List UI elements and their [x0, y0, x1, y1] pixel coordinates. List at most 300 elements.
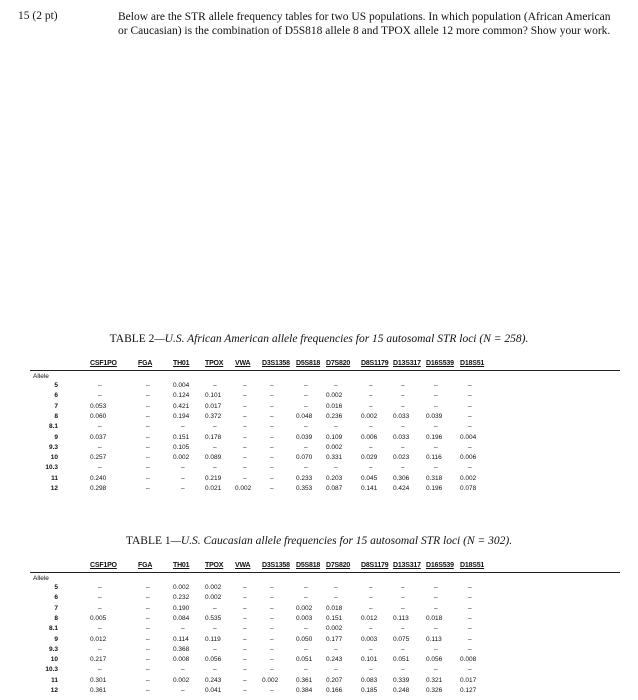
table-cell: –	[434, 464, 438, 472]
table-cell: –	[401, 443, 405, 451]
table-cell: 0.236	[326, 412, 343, 420]
table-cell: –	[213, 382, 217, 389]
table-cell: –	[304, 423, 308, 431]
table-cell: 0.018	[326, 604, 343, 612]
table-cell: –	[304, 464, 308, 472]
table-row	[0, 464, 638, 473]
table-cell: 0.326	[426, 687, 443, 694]
table-cell: –	[146, 392, 150, 400]
table-cell: –	[468, 604, 472, 612]
table-cell: 0.051	[296, 656, 313, 664]
column-header: D18S51	[460, 562, 485, 569]
table-cell: 0.109	[326, 433, 343, 441]
table-cell: –	[434, 443, 438, 451]
table-row	[0, 454, 638, 463]
table-cell: –	[243, 604, 247, 612]
table-cell: 0.114	[173, 635, 189, 643]
table-cell: 0.002	[326, 625, 343, 633]
table-cell: –	[468, 584, 472, 591]
table-cell: –	[369, 584, 373, 591]
table-cell: 0.185	[361, 687, 378, 694]
table-cell: –	[243, 645, 247, 653]
allele-label: 7	[54, 402, 58, 410]
column-header: D7S820	[326, 360, 351, 367]
allele-label: 9.3	[48, 443, 58, 451]
table-cell: 0.053	[90, 402, 107, 410]
column-header: D13S317	[393, 360, 421, 367]
table-cell: 0.151	[326, 614, 343, 622]
table-cell: –	[146, 474, 150, 482]
allele-label: 10	[50, 454, 58, 462]
table-cell: –	[243, 656, 247, 664]
table-cell: 0.012	[361, 614, 378, 622]
table-cell: –	[98, 392, 102, 400]
table-cell: –	[243, 412, 247, 420]
allele-label: 10.3	[45, 464, 58, 472]
column-header: TH01	[173, 360, 190, 367]
table-cell: –	[270, 412, 274, 420]
table-cell: –	[334, 423, 338, 431]
table-cell: –	[369, 443, 373, 451]
table-cell: –	[243, 392, 247, 400]
table-cell: –	[98, 594, 102, 602]
table-cell: 0.368	[173, 645, 190, 653]
table-cell: 0.087	[326, 485, 343, 492]
table-cell: 0.033	[393, 412, 410, 420]
table-cell: –	[468, 625, 472, 633]
table-row	[0, 444, 638, 453]
table-cell: –	[369, 464, 373, 472]
table-cell: 0.151	[173, 433, 190, 441]
allele-label: 7	[54, 604, 58, 612]
table-row	[0, 666, 638, 675]
table-cell: –	[213, 604, 217, 612]
table-cell: –	[270, 392, 274, 400]
table-cell: –	[146, 402, 150, 410]
table-cell: 0.003	[296, 614, 313, 622]
table-cell: 0.321	[426, 676, 443, 684]
table-cell: –	[369, 382, 373, 389]
table-cell: –	[334, 645, 338, 653]
table-cell: 0.535	[205, 614, 222, 622]
table1-label: TABLE 1	[125, 535, 171, 547]
table-cell: –	[146, 423, 150, 431]
table-cell: 0.119	[205, 635, 221, 643]
column-header: D5S818	[296, 562, 321, 569]
table-cell: –	[270, 423, 274, 431]
question-number: 15 (2 pt)	[18, 10, 58, 22]
table-cell: –	[270, 625, 274, 633]
table-row	[0, 434, 638, 443]
table-cell: –	[146, 656, 150, 664]
table-cell: 0.017	[205, 402, 222, 410]
column-header: FGA	[138, 360, 153, 367]
allele-label: 6	[54, 392, 58, 400]
table-cell: –	[434, 423, 438, 431]
table-cell: –	[468, 614, 472, 622]
table-cell: –	[369, 423, 373, 431]
table-row	[0, 677, 638, 686]
table-cell: 0.016	[326, 402, 343, 410]
table-cell: –	[401, 382, 405, 389]
table-cell: 0.075	[393, 635, 410, 643]
table-cell: –	[181, 464, 185, 472]
allele-label: 8	[54, 412, 58, 420]
table-cell: –	[369, 402, 373, 410]
table-cell: –	[434, 392, 438, 400]
table-row	[0, 392, 638, 401]
table-cell: –	[181, 687, 185, 694]
table-cell: –	[304, 443, 308, 451]
table-cell: 0.084	[173, 614, 190, 622]
table-cell: –	[334, 382, 338, 389]
table-cell: 0.243	[326, 656, 343, 664]
table-cell: –	[270, 584, 274, 591]
table-cell: –	[401, 604, 405, 612]
table-cell: –	[146, 433, 150, 441]
table-cell: –	[468, 666, 472, 674]
table-cell: 0.023	[393, 454, 410, 462]
table-cell: –	[468, 464, 472, 472]
table-cell: 0.050	[296, 635, 313, 643]
table-cell: 0.219	[205, 474, 222, 482]
table-cell: 0.127	[460, 687, 477, 694]
table-cell: 0.048	[296, 412, 313, 420]
table-cell: 0.002	[235, 485, 252, 492]
table-cell: –	[146, 625, 150, 633]
table-cell: –	[146, 604, 150, 612]
table-row	[0, 646, 638, 655]
table-cell: –	[270, 443, 274, 451]
table-cell: 0.113	[426, 635, 442, 643]
table-cell: –	[243, 687, 247, 694]
table-cell: –	[401, 464, 405, 472]
allele-header: Allele	[33, 373, 49, 380]
table-cell: –	[434, 604, 438, 612]
table-cell: –	[243, 635, 247, 643]
table-cell: –	[243, 584, 247, 591]
table-cell: 0.005	[90, 614, 107, 622]
table-cell: –	[369, 604, 373, 612]
table-cell: 0.257	[90, 454, 107, 462]
table-cell: –	[243, 676, 247, 684]
table-cell: –	[146, 635, 150, 643]
allele-label: 9.3	[48, 645, 58, 653]
table-cell: –	[468, 635, 472, 643]
table-cell: –	[98, 382, 102, 389]
table-row	[0, 615, 638, 624]
table-cell: 0.045	[361, 474, 378, 482]
table-cell: –	[401, 594, 405, 602]
table-row	[0, 656, 638, 665]
table-cell: –	[270, 454, 274, 462]
table-cell: –	[146, 676, 150, 684]
table-cell: –	[243, 402, 247, 410]
table-cell: 0.006	[460, 454, 477, 462]
table-cell: 0.243	[205, 676, 222, 684]
table-cell: 0.101	[205, 392, 222, 400]
allele-label: 12	[50, 485, 58, 492]
table-cell: –	[434, 645, 438, 653]
table-cell: 0.101	[361, 656, 378, 664]
allele-label: 9	[54, 433, 58, 441]
table-cell: –	[270, 382, 274, 389]
table-cell: 0.116	[426, 454, 442, 462]
table-cell: 0.017	[460, 676, 477, 684]
table-cell: 0.113	[393, 614, 409, 622]
table-cell: –	[98, 604, 102, 612]
table-cell: –	[369, 645, 373, 653]
table-cell: –	[304, 402, 308, 410]
table-cell: 0.083	[361, 676, 378, 684]
table-cell: 0.003	[361, 635, 378, 643]
table-cell: –	[146, 594, 150, 602]
table-cell: 0.166	[326, 687, 343, 694]
table-cell: –	[468, 645, 472, 653]
table-cell: –	[401, 625, 405, 633]
table-cell: 0.002	[460, 474, 477, 482]
table-cell: –	[213, 423, 217, 431]
column-header: D16S539	[426, 562, 454, 569]
allele-label: 6	[54, 594, 58, 602]
table-cell: –	[401, 392, 405, 400]
column-header: TH01	[173, 562, 190, 569]
table-row	[0, 594, 638, 603]
table-cell: –	[434, 584, 438, 591]
table-cell: –	[270, 604, 274, 612]
table-cell: 0.105	[173, 443, 190, 451]
table-cell: –	[213, 443, 217, 451]
table-cell: –	[468, 402, 472, 410]
table-cell: –	[468, 423, 472, 431]
table-cell: –	[146, 464, 150, 472]
table-cell: –	[270, 433, 274, 441]
table-cell: –	[270, 594, 274, 602]
table-cell: –	[434, 625, 438, 633]
table-cell: 0.331	[326, 454, 343, 462]
table-cell: –	[434, 402, 438, 410]
table-cell: –	[468, 382, 472, 389]
table-cell: –	[369, 392, 373, 400]
table-row	[0, 687, 638, 696]
table-cell: 0.233	[296, 474, 313, 482]
allele-label: 10	[50, 656, 58, 664]
column-header: D13S317	[393, 562, 421, 569]
table-cell: 0.318	[426, 474, 443, 482]
table-cell: 0.361	[296, 676, 313, 684]
table-cell: –	[369, 594, 373, 602]
table-cell: –	[243, 464, 247, 472]
allele-label: 5	[54, 584, 58, 591]
table-cell: –	[146, 645, 150, 653]
table-cell: 0.037	[90, 433, 107, 441]
table-cell: –	[401, 645, 405, 653]
table-cell: 0.002	[361, 412, 378, 420]
table-cell: 0.217	[90, 656, 107, 664]
table-cell: 0.039	[426, 412, 443, 420]
header-rule	[30, 370, 620, 371]
table-cell: 0.070	[296, 454, 313, 462]
table-cell: 0.012	[90, 635, 107, 643]
table-cell: –	[243, 433, 247, 441]
table-cell: 0.006	[361, 433, 378, 441]
table-cell: 0.018	[426, 614, 443, 622]
table-row	[0, 475, 638, 484]
table-cell: 0.248	[393, 687, 410, 694]
table-cell: 0.141	[361, 485, 378, 492]
table-row	[0, 605, 638, 614]
table-cell: 0.089	[205, 454, 222, 462]
table-cell: 0.240	[90, 474, 107, 482]
table-cell: 0.060	[90, 412, 107, 420]
table-cell: –	[434, 666, 438, 674]
table-cell: –	[98, 584, 102, 591]
table-row	[0, 636, 638, 645]
table-cell: –	[146, 443, 150, 451]
allele-label: 11	[51, 474, 58, 482]
table-cell: 0.361	[90, 687, 107, 694]
table-cell: 0.002	[173, 676, 190, 684]
allele-label: 8.1	[48, 423, 58, 431]
table-cell: –	[270, 656, 274, 664]
table-cell: –	[243, 594, 247, 602]
table-cell: 0.384	[296, 687, 313, 694]
table-cell: –	[213, 645, 217, 653]
table-cell: –	[146, 412, 150, 420]
table-cell: –	[270, 666, 274, 674]
table-cell: –	[98, 666, 102, 674]
column-header: D8S1179	[361, 562, 389, 569]
table-cell: –	[181, 423, 185, 431]
table-cell: –	[270, 464, 274, 472]
table-cell: –	[304, 594, 308, 602]
table-cell: 0.056	[426, 656, 443, 664]
table-cell: 0.004	[173, 382, 190, 389]
table-cell: –	[434, 382, 438, 389]
table-cell: –	[270, 485, 274, 492]
table1-title: TABLE 1—U.S. Caucasian allele frequencies for 15 autosomal STR loci (N = 302).	[125, 535, 513, 547]
table-row	[0, 403, 638, 412]
allele-label: 5	[54, 382, 58, 389]
table-cell: –	[98, 423, 102, 431]
column-header: D7S820	[326, 562, 351, 569]
table-cell: –	[243, 625, 247, 633]
allele-label: 8	[54, 614, 58, 622]
table-row	[0, 382, 638, 391]
table-cell: 0.002	[262, 676, 279, 684]
table-cell: –	[334, 666, 338, 674]
header-rule	[30, 572, 620, 573]
allele-label: 10.3	[45, 666, 58, 674]
table-cell: –	[369, 666, 373, 674]
table-cell: 0.002	[326, 392, 343, 400]
table-cell: –	[304, 625, 308, 633]
table-cell: 0.194	[173, 412, 190, 420]
column-header: D3S1358	[262, 562, 290, 569]
column-header: VWA	[235, 562, 251, 569]
table-cell: –	[213, 666, 217, 674]
table-cell: –	[146, 382, 150, 389]
table-cell: –	[334, 584, 338, 591]
table-cell: 0.196	[426, 485, 443, 492]
table-cell: 0.002	[326, 443, 343, 451]
table-cell: 0.232	[173, 594, 190, 602]
table-cell: –	[98, 625, 102, 633]
table-cell: 0.339	[393, 676, 410, 684]
table-cell: –	[270, 687, 274, 694]
table-cell: 0.306	[393, 474, 410, 482]
table-cell: –	[304, 392, 308, 400]
table-cell: 0.029	[361, 454, 378, 462]
table-cell: –	[243, 454, 247, 462]
table-cell: 0.008	[173, 656, 190, 664]
column-header: D18S51	[460, 360, 485, 367]
table-cell: –	[468, 594, 472, 602]
allele-header: Allele	[33, 575, 49, 582]
allele-label: 9	[54, 635, 58, 643]
table-row	[0, 413, 638, 422]
table-cell: 0.002	[296, 604, 313, 612]
table-cell: 0.124	[173, 392, 190, 400]
table-cell: –	[146, 454, 150, 462]
allele-label: 12	[50, 687, 58, 694]
table-cell: 0.008	[460, 656, 477, 664]
table-cell: –	[468, 392, 472, 400]
column-header: TPOX	[205, 562, 224, 569]
question-text: Below are the STR allele frequency tables for two US populations. In which population (African American or Caucasian) is the combination of D5S818 allele 8 and TPOX allele 12 more common? Show your work.	[118, 11, 611, 37]
table-row	[0, 584, 638, 593]
table-cell: –	[181, 474, 185, 482]
table-cell: 0.196	[426, 433, 443, 441]
column-header: D3S1358	[262, 360, 290, 367]
table-cell: –	[401, 402, 405, 410]
table2-title-text: U.S. African American allele frequencies for 15 autosomal STR loci (N = 258).	[164, 333, 529, 345]
table-row	[0, 423, 638, 432]
table-cell: –	[243, 614, 247, 622]
table-cell: –	[243, 382, 247, 389]
table-cell: –	[146, 687, 150, 694]
table-row	[0, 625, 638, 634]
column-header: VWA	[235, 360, 251, 367]
table-cell: –	[270, 402, 274, 410]
table-cell: 0.190	[173, 604, 190, 612]
table-cell: –	[98, 645, 102, 653]
table-cell: –	[434, 594, 438, 602]
table-cell: –	[213, 625, 217, 633]
table-cell: 0.004	[460, 433, 477, 441]
column-header: FGA	[138, 562, 153, 569]
table-cell: –	[270, 474, 274, 482]
table-cell: –	[334, 594, 338, 602]
table-cell: –	[270, 614, 274, 622]
table-cell: 0.021	[205, 485, 222, 492]
table-cell: 0.002	[173, 584, 190, 591]
table-cell: 0.203	[326, 474, 343, 482]
table-cell: –	[213, 464, 217, 472]
table-cell: –	[401, 423, 405, 431]
table-cell: –	[270, 645, 274, 653]
table-cell: 0.041	[205, 687, 222, 694]
table-cell: –	[98, 443, 102, 451]
table-cell: –	[401, 666, 405, 674]
table-cell: 0.424	[393, 485, 410, 492]
table-cell: –	[401, 584, 405, 591]
table-cell: –	[243, 474, 247, 482]
column-header: D16S539	[426, 360, 454, 367]
table-cell: –	[468, 443, 472, 451]
table-cell: –	[304, 666, 308, 674]
table-cell: –	[334, 464, 338, 472]
